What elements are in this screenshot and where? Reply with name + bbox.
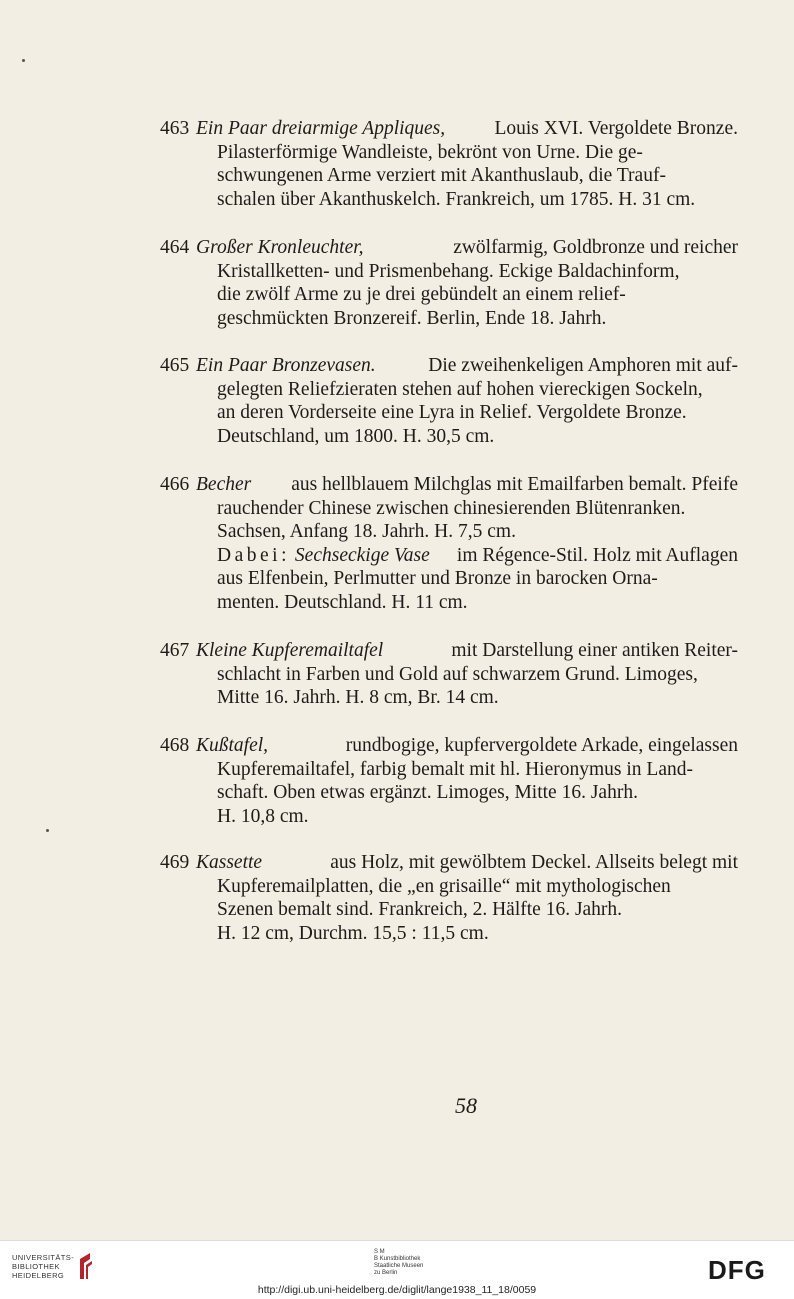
entry-text: aus Holz, mit gewölbtem Deckel. Allseits belegt mit [330,852,738,873]
entry-text: Die zweihenkeligen Amphoren mit auf- [428,355,738,376]
entry-text: an deren Vorderseite eine Lyra in Relief. Vergoldete Bronze. [217,402,687,423]
page-number: 58 [455,1093,477,1118]
catalog-entry-467 [160,639,738,710]
entry-text: Deutschland, um 1800. H. 30,5 cm. [217,425,495,447]
entry-text: Louis XVI. Vergoldete Bronze. [494,118,738,139]
entry-text: Pilasterförmige Wandleiste, bekrönt von Urne. Die ge- [217,141,643,163]
entry-text: Sachsen, Anfang 18. Jahrh. H. 7,5 cm. [217,521,516,542]
catalog-entry-464 [160,236,738,330]
entry-title: Ein Paar Bronzevasen. [196,355,376,376]
kunstbibliothek-logo: S M B Kunstbibliothek Staatliche Museen zu Berlin [374,1249,424,1276]
library-name: UNIVERSITÄTS- BIBLIOTHEK HEIDELBERG [12,1253,74,1280]
entry-text: schlacht in Farben und Gold auf schwarzem Grund. Limoges, [217,663,698,685]
entry-text: H. 10,8 cm. [217,805,309,827]
entry-number: 467 [160,640,190,661]
entry-number: 468 [160,735,190,756]
entry-title: Kleine Kupferemailtafel [196,640,384,661]
entry-number: 463 [160,118,190,139]
entry-title: Becher [196,474,252,495]
entry-text: mit Darstellung einer antiken Reiter- [451,640,738,661]
entry-text: menten. Deutschland. H. 11 cm. [217,591,468,613]
entry-text: aus Elfenbein, Perlmutter und Bronze in barocken Orna- [217,568,658,589]
entry-text: schalen über Akanthuskelch. Frankreich, um 1785. H. 31 cm. [217,188,696,210]
entry-text: Kupferemailtafel, farbig bemalt mit hl. Hieronymus in Land- [217,758,693,780]
entry-number: 469 [160,852,190,873]
entry-text: geschmückten Bronzereif. Berlin, Ende 18. Jahrh. [217,307,607,329]
dabei-label: Dabei: [217,544,291,566]
entry-text: Kupferemailplatten, die „en grisaille“ mit mythologischen [217,875,671,897]
permalink-url[interactable]: http://digi.ub.uni-heidelberg.de/diglit/lange1938_11_18/0059 [257,1284,537,1296]
entry-text: schwungenen Arme verziert mit Akanthuslaub, die Trauf- [217,165,666,186]
catalog-entry-469 [160,851,738,945]
entry-number: 464 [160,237,190,258]
entry-text: Kristallketten- und Prismenbehang. Eckige Baldachinform, [217,260,680,282]
entry-text: schaft. Oben etwas ergänzt. Limoges, Mitte 16. Jahrh. [217,782,638,803]
entry-text: die zwölf Arme zu je drei gebündelt an einem relief- [217,284,626,305]
entry-title: Ein Paar dreiarmige Appliques, [196,118,446,139]
entry-text: rundbogige, kupfervergoldete Arkade, eingelassen [345,735,738,756]
entry-text: Mitte 16. Jahrh. H. 8 cm, Br. 14 cm. [217,687,499,708]
dfg-logo: DFG [708,1255,766,1285]
entry-text: H. 12 cm, Durchm. 15,5 : 11,5 cm. [217,922,489,944]
catalog-entry-468 [160,734,738,828]
entry-text: Szenen bemalt sind. Frankreich, 2. Hälfte 16. Jahrh. [217,899,623,920]
entry-subtitle: Sechseckige Vase [294,544,430,566]
entry-title: Großer Kronleuchter, [196,237,364,258]
entry-text: aus hellblauem Milchglas mit Emailfarben bemalt. Pfeife [291,474,738,495]
entry-title: Kassette [196,852,263,873]
university-logo-icon [76,1251,96,1281]
scan-speck [22,59,25,62]
catalog-entry-465 [160,354,738,448]
entry-title: Kußtafel, [196,735,269,756]
catalog-entry-466 [160,473,738,614]
catalog-entry-463 [160,117,738,211]
entry-text: gelegten Reliefzieraten stehen auf hohen viereckigen Sockeln, [217,378,703,400]
footer-bar [0,1240,794,1299]
entry-text: zwölfarmig, Goldbronze und reicher [453,237,738,258]
entry-number: 465 [160,355,190,376]
entry-number: 466 [160,474,190,495]
entry-text: im Régence-Stil. Holz mit Auflagen [456,544,738,566]
scan-speck [46,829,49,832]
entry-text: rauchender Chinese zwischen chinesierenden Blütenranken. [217,497,686,519]
